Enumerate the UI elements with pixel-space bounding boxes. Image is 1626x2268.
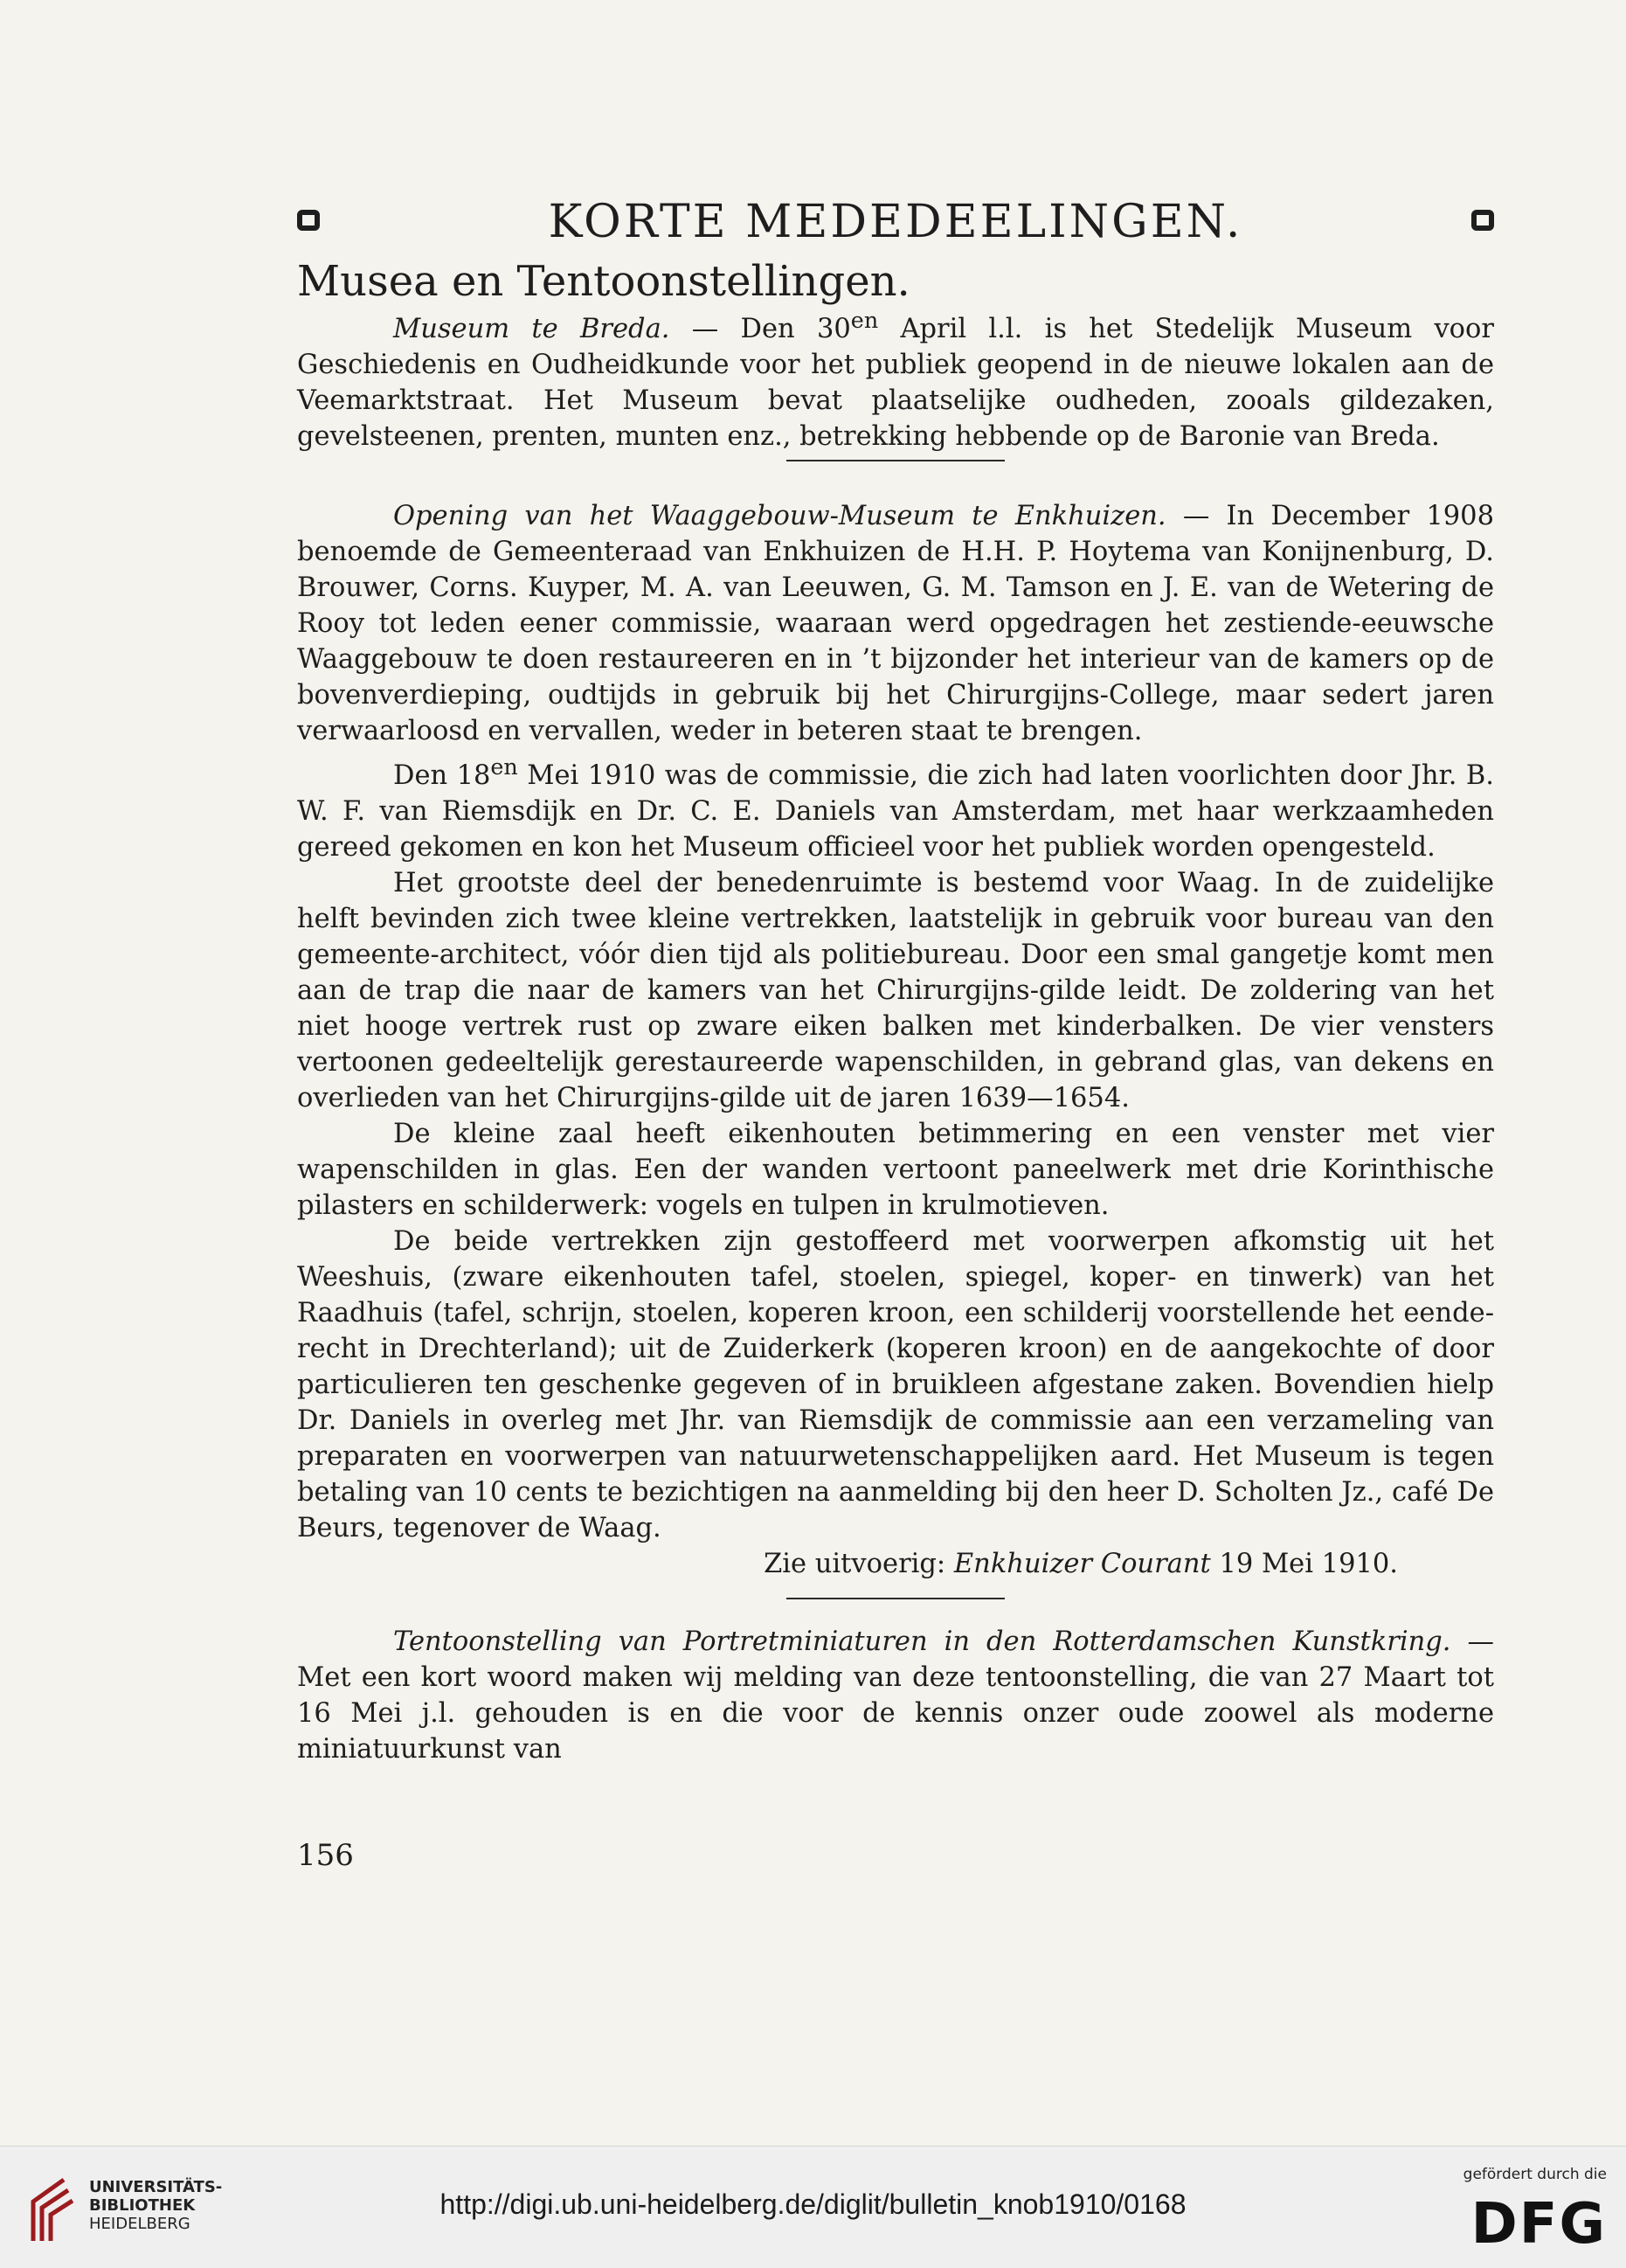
divider xyxy=(786,1598,1005,1599)
paragraph: De kleine zaal heeft eikenhouten betimmering en een venster met vier wapenschilden in glas. Een der wanden vertoont paneelwerk met drie Korinthische pilasters en schilderwerk: vogels en tulpen in krulmotieven. xyxy=(297,1119,1494,1222)
dfg-logo: DFG xyxy=(1470,2192,1607,2257)
paragraph: Museum te Breda. — Den $30^{en}$ April l.l. is het Stedelijk Museum voor Geschiedenis en Oudheidkunde voor het publiek geopend in de nieuwe lokalen aan de Veemarktstraat. Het Museum bevat plaatselijke oudheden, zooals gildezaken, gevelsteenen, prenten, munten enz., betrekking hebbende op de Baronie van Breda. xyxy=(297,307,1494,453)
source-url-link[interactable]: http://digi.ub.uni-heidelberg.de/diglit/bulletin_knob1910/0168 xyxy=(439,2188,1187,2220)
article-body xyxy=(297,302,1494,1767)
paragraph: Het grootste deel der benedenruimte is bestemd voor Waag. In de zuidelijke helft bevinden zich twee kleine vertrekken, laatstelijk in gebruik voor bureau van den gemeente-architect, vóór dien tijd als politiebureau. Door een smal gangetje komt men aan de trap die naar de kamers van het Chirurgijns-gilde leidt. De zoldering van het niet hooge vertrek rust op zware eiken balken met kinderbalken. De vier vensters vertoonen gedeeltelijk gerestaureerde wapenschilden, in gebrand glas, van dekens en overlieden van het Chirurgijns-gilde uit de jaren 1639—1654. xyxy=(297,868,1494,1114)
section-heading: Musea en Tentoonstellingen. xyxy=(297,257,910,306)
page-title: KORTE MEDEDEELINGEN. xyxy=(548,196,1243,248)
paragraph: Opening van het Waaggebouw-Museum te Enkhuizen. — In December 1908 benoemde de Gemeenteraad van Enkhuizen de H.H. P. Hoytema van Konijnenburg, D. Brouwer, Corns. Kuyper, M. A. van Leeuwen, G. M. Tamson en J. E. van de Wetering de Rooy tot leden eener commissie, waaraan werd opgedragen het zestiende-eeuwsche Waaggebouw te doen restaureeren en in ’t bijzonder het interieur van de kamers op de bovenverdieping, oudtijds in gebruik bij het Chirurgijns-College, maar sedert jaren verwaarloosd en vervallen, weder in beteren staat te brengen. xyxy=(297,501,1494,747)
article-title: Opening van het Waaggebouw-Museum te Enkhuizen. xyxy=(393,501,1166,532)
funding-label: gefördert durch die xyxy=(1463,2166,1607,2183)
reference-line: Zie uitvoerig: Enkhuizer Courant 19 Mei 1910. xyxy=(764,1549,1398,1580)
library-name: UNIVERSITÄTS- BIBLIOTHEK HEIDELBERG xyxy=(89,2178,223,2233)
page-number: 156 xyxy=(297,1838,354,1873)
ornament-square-icon xyxy=(1471,210,1494,231)
paragraph: De beide vertrekken zijn gestoffeerd met voorwerpen afkomstig uit het Weeshuis, (zware eikenhouten tafel, stoelen, spiegel, koper- en tinwerk) van het Raadhuis (tafel, schrijn, stoelen, koperen kroon, een schilderij voorstellende het eende-recht in Drechterland); uit de Zuiderkerk (koperen kroon) en de aangekochte of door particulieren ten geschenke gegeven of in bruikleen afgestane zaken. Bovendien hielp Dr. Daniels in overleg met Jhr. van Riemsdijk de commissie aan een verzameling van preparaten en voorwerpen van natuurwetenschappelijken aard. Het Museum is tegen betaling van 10 cents te bezichtigen na aanmelding bij den heer D. Scholten Jz., café De Beurs, tegenover de Waag. xyxy=(297,1226,1494,1544)
footer-bar xyxy=(0,2146,1626,2268)
paragraph: Tentoonstelling van Portretminiaturen in den Rotterdamschen Kunstkring. — Met een kort woord maken wij melding van deze tentoonstelling, die van 27 Maart tot 16 Mei j.l. gehouden is en die voor de kennis onzer oude zoowel als moderne miniatuurkunst van xyxy=(297,1626,1494,1765)
article-title: Museum te Breda. xyxy=(393,314,670,345)
paragraph: Den $18^{en}$ Mei 1910 was de commissie, die zich had laten voorlichten door Jhr. B. W. F. van Riemsdijk en Dr. C. E. Daniels van Amsterdam, met haar werkzaamheden gereed gekomen en kon het Museum officieel voor het publiek worden opengesteld. xyxy=(297,753,1494,864)
divider xyxy=(786,460,1005,461)
article-title: Tentoonstelling van Portretminiaturen in den Rotterdamschen Kunstkring. xyxy=(393,1626,1451,1658)
page-header xyxy=(297,194,1494,255)
